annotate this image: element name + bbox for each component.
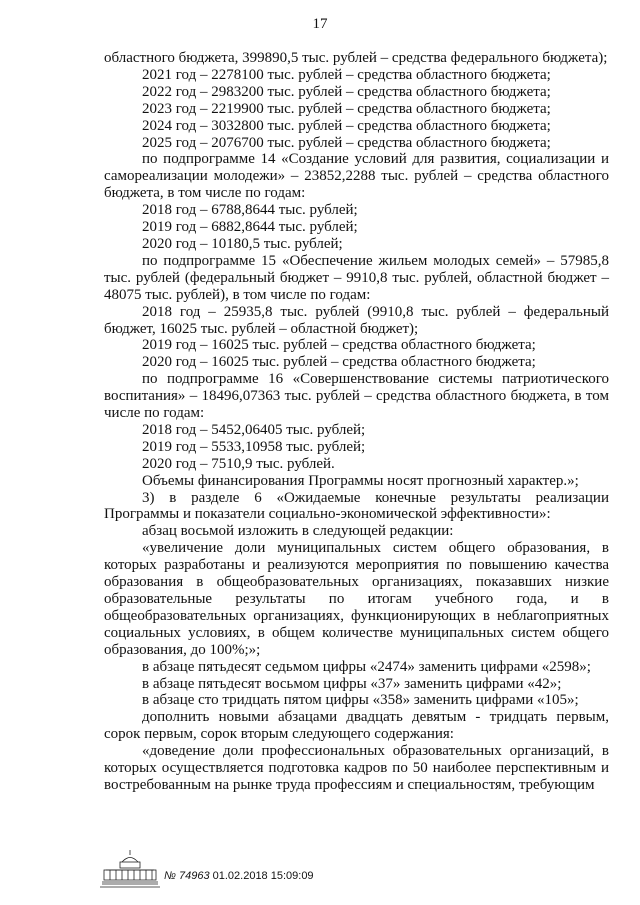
paragraph: 2024 год – 3032800 тыс. рублей – средства областного бюджета; bbox=[142, 117, 551, 134]
paragraph: 2020 год – 7510,9 тыс. рублей. bbox=[142, 455, 335, 472]
paragraph: по подпрограмме 16 «Совершенствование системы патриотического воспитания» – 18496,07363 тыс. рублей – средства областного бюджета, в том числе по годам: bbox=[104, 371, 609, 422]
document-body bbox=[104, 50, 609, 794]
paragraph: по подпрограмме 15 «Обеспечение жильем молодых семей» – 57985,8 тыс. рублей (федеральный бюджет – 9910,8 тыс. рублей, областной бюджет – 48075 тыс. рублей), в том числе по годам: bbox=[104, 252, 609, 303]
paragraph: 2018 год – 6788,8644 тыс. рублей; bbox=[142, 202, 358, 219]
document-stamp bbox=[164, 870, 314, 882]
document-number: № 74963 bbox=[164, 870, 210, 882]
document-timestamp: 01.02.2018 15:09:09 bbox=[212, 870, 314, 882]
paragraph: 2020 год – 10180,5 тыс. рублей; bbox=[142, 235, 343, 252]
paragraph: в абзаце сто тридцать пятом цифры «358» заменить цифрами «105»; bbox=[142, 692, 579, 709]
paragraph: 3) в разделе 6 «Ожидаемые конечные результаты реализации Программы и показатели социально-экономической эффективности»: bbox=[104, 489, 609, 523]
paragraph: 2020 год – 16025 тыс. рублей – средства областного бюджета; bbox=[142, 354, 536, 371]
paragraph: дополнить новыми абзацами двадцать девятым - тридцать первым, сорок первым, сорок вторым следующего содержания: bbox=[104, 709, 609, 743]
paragraph: 2019 год – 16025 тыс. рублей – средства областного бюджета; bbox=[142, 337, 536, 354]
document-footer bbox=[100, 846, 330, 890]
paragraph: абзац восьмой изложить в следующей редакции: bbox=[142, 523, 454, 540]
paragraph: 2019 год – 6882,8644 тыс. рублей; bbox=[142, 219, 358, 236]
government-building-logo-icon bbox=[100, 846, 160, 890]
paragraph: в абзаце пятьдесят седьмом цифры «2474» заменить цифрами «2598»; bbox=[142, 658, 591, 675]
paragraph: Объемы финансирования Программы носят прогнозный характер.»; bbox=[142, 472, 579, 489]
paragraph: «доведение доли профессиональных образовательных организаций, в которых осуществляется подготовка кадров по 50 наиболее перспективным и востребованным на рынке труда профессиям и специальностям, требующим bbox=[104, 743, 609, 793]
paragraph: 2021 год – 2278100 тыс. рублей – средства областного бюджета; bbox=[142, 66, 551, 83]
paragraph: 2018 год – 5452,06405 тыс. рублей; bbox=[142, 421, 366, 438]
paragraph: по подпрограмме 14 «Создание условий для развития, социализации и самореализации молодежи» – 23852,2288 тыс. рублей – средства областного бюджета, в том числе по годам: bbox=[104, 151, 609, 202]
paragraph: 2022 год – 2983200 тыс. рублей – средства областного бюджета; bbox=[142, 83, 551, 100]
paragraph: 2018 год – 25935,8 тыс. рублей (9910,8 тыс. рублей – федеральный бюджет, 16025 тыс. рублей – областной бюджет); bbox=[104, 303, 609, 337]
page-number: 17 bbox=[312, 16, 328, 32]
paragraph: 2019 год – 5533,10958 тыс. рублей; bbox=[142, 438, 366, 455]
paragraph: в абзаце пятьдесят восьмом цифры «37» заменить цифрами «42»; bbox=[142, 675, 562, 692]
paragraph: 2023 год – 2219900 тыс. рублей – средства областного бюджета; bbox=[142, 100, 551, 117]
paragraph: 2025 год – 2076700 тыс. рублей – средства областного бюджета; bbox=[142, 134, 551, 151]
paragraph: областного бюджета, 399890,5 тыс. рублей – средства федерального бюджета); bbox=[104, 50, 608, 66]
paragraph: «увеличение доли муниципальных систем общего образования, в которых разработаны и реализуются мероприятия по повышению качества образования в общеобразовательных организациях, показавших низкие образовательные результаты по итогам учебного года, и в общеобразовательных организациях, функционирующих в неблагоприятных социальных условиях, в общем количестве муниципальных систем общего образования, до 100%;»; bbox=[104, 540, 609, 658]
